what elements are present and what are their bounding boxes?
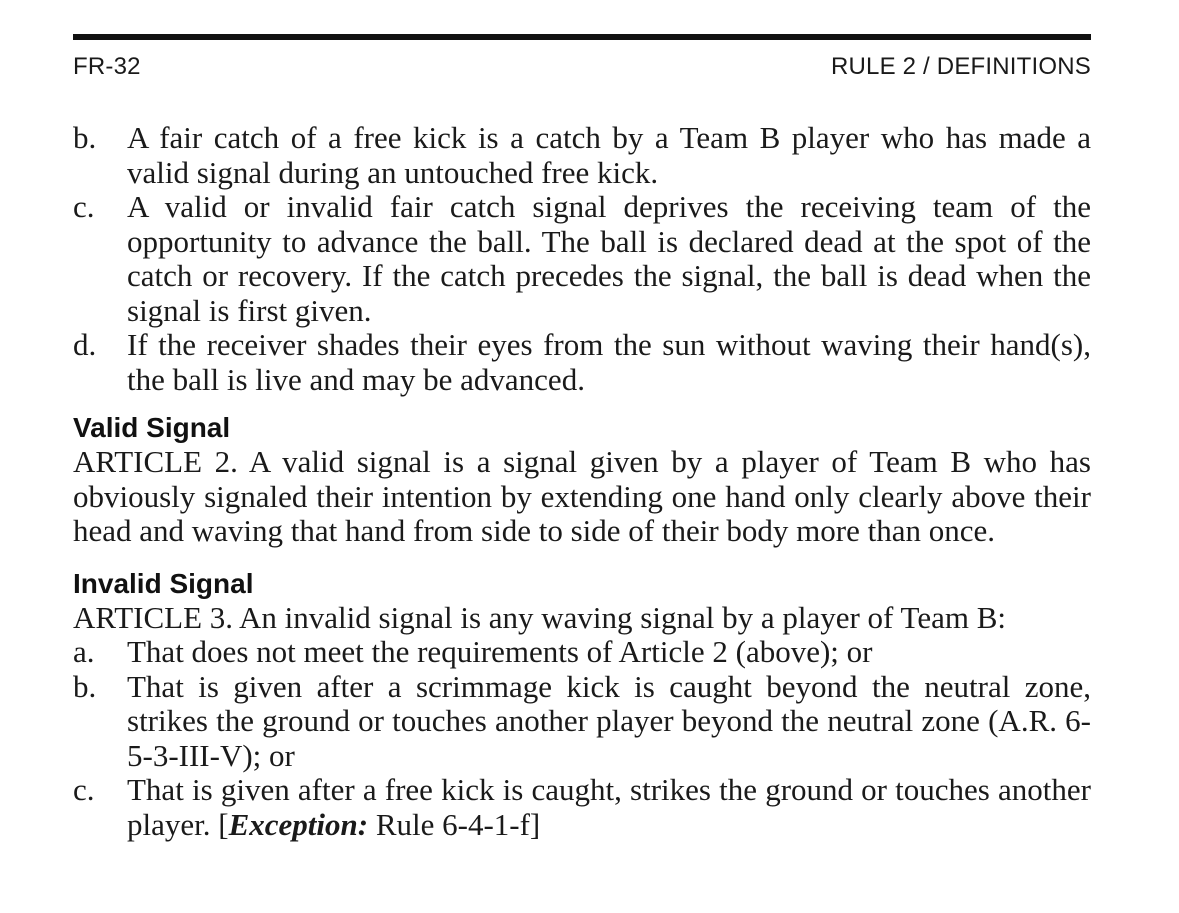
running-title: RULE 2 / DEFINITIONS	[830, 53, 1091, 80]
header-rule	[73, 34, 1091, 40]
list-item	[73, 670, 1091, 774]
list-marker: c.	[73, 772, 95, 807]
running-header	[73, 53, 1091, 81]
article-3-text: ARTICLE 3. An invalid signal is any waving signal by a player of Team B:	[73, 599, 1006, 635]
list-item-text: A valid or invalid fair catch signal deprives the receiving team of the opportunity to advance the ball. The ball is declared dead at the spot of the catch or recovery. If the catch precedes the signal, the ball is dead when the signal is first given.	[127, 189, 1091, 328]
exception-label: Exception:	[228, 806, 369, 842]
section-heading-invalid-signal: Invalid Signal	[73, 567, 254, 599]
list-marker: d.	[73, 327, 97, 362]
list-item-text	[127, 772, 1091, 842]
list-marker: b.	[73, 120, 97, 155]
list-item	[73, 328, 1091, 397]
section-heading-valid-signal: Valid Signal	[73, 412, 231, 443]
list-item-text: That does not meet the requirements of Article 2 (above); or	[127, 634, 873, 669]
list-item-text: A fair catch of a free kick is a catch by a Team B player who has made a valid signal during an untouched free kick.	[127, 120, 1091, 190]
list-item	[73, 121, 1091, 190]
article-2-text: ARTICLE 2. A valid signal is a signal given by a player of Team B who has obviously signaled their intention by extending one hand only clearly above their head and waving that hand from side to side of their body more than once.	[73, 444, 1091, 548]
list-item	[73, 635, 1091, 670]
page-number: FR-32	[73, 53, 141, 80]
list-item	[73, 773, 1091, 842]
list-marker: a.	[73, 634, 95, 669]
exception-reference: Rule 6-4-1-f]	[368, 806, 541, 842]
list-marker: c.	[73, 189, 95, 224]
list-item	[73, 190, 1091, 328]
list-item-text-main: That is given after a free kick is caught, strikes the ground or touches another player. [	[127, 772, 1091, 842]
list-item-text: That is given after a scrimmage kick is caught beyond the neutral zone, strikes the ground or touches another player beyond the neutral zone (A.R. 6-5-3-III-V); or	[127, 668, 1091, 773]
document-page	[73, 34, 1091, 842]
list-item-text: If the receiver shades their eyes from the sun without waving their hand(s), the ball is live and may be advanced.	[127, 327, 1091, 397]
continued-list	[73, 121, 1091, 397]
list-marker: b.	[73, 668, 97, 704]
invalid-signal-list	[73, 635, 1091, 842]
